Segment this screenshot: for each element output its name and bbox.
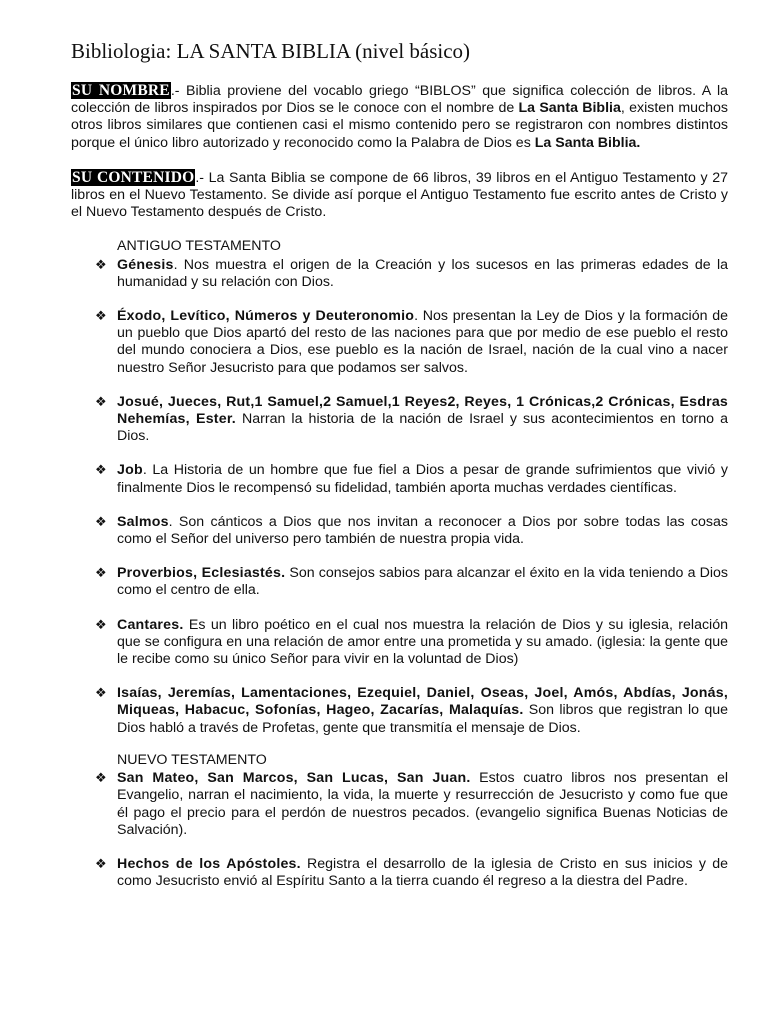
contenido-paragraph [71,169,728,222]
book-list-item [71,856,728,890]
book-names: Proverbios, Eclesiastés. [117,565,286,582]
nombre-paragraph [71,82,728,152]
book-names: Cantares. [117,616,184,633]
book-list-item [71,565,728,599]
diamond-bullet-icon: ❖ [95,463,107,479]
nombre-bold-1: La Santa Biblia [518,100,621,117]
nombre-text-2: , existen muchos otros libros similares que contienen casi el mismo contenido pero se registraron con nombres distintos porque el único libro autorizado y reconocido como la Palabra de Dios es [71,100,728,151]
nombre-bold-2: La Santa Biblia. [534,134,641,151]
book-description: . La Historia de un hombre que fue fiel a Dios a pesar de grande sufrimientos que vivió y finalmente Dios le recompensó su fidelidad, también aporta muchas verdades científicas. [117,462,728,496]
book-list-item [71,514,728,548]
nombre-label: SU NOMBRE [72,82,170,99]
book-description: Son consejos sabios para alcanzar el éxito en la vida teniendo a Dios como el centro de ella. [117,565,729,599]
contenido-label: SU CONTENIDO [72,168,195,186]
contenido-text: .- La Santa Biblia se compone de 66 libros, 39 libros en el Antiguo Testamento y 27 libros en el Nuevo Testamento. Se divide así porque el Antiguo Testamento fue escrito antes de Cristo y el Nuevo Testamento después de Cristo. [71,169,728,221]
book-names: Job [117,462,143,479]
book-list-item [71,685,728,737]
book-description: Es un libro poético en el cual nos muestra la relación de Dios y su iglesia, relación que se configura en una relación de amor entre una prometida y su amado. (iglesia: la gente que le recibe como su único Señor para vivir en la voluntad de Dios) [117,616,728,668]
nuevo-heading: NUEVO TESTAMENTO [117,751,267,768]
diamond-bullet-icon: ❖ [95,257,107,273]
diamond-bullet-icon: ❖ [95,771,107,787]
diamond-bullet-icon: ❖ [95,617,107,633]
book-list-item [71,462,728,496]
book-names: Génesis [117,256,174,273]
book-list-item [71,617,728,669]
nombre-text-1: .- Biblia proviene del vocablo griego “BIBLOS” que significa colección de libros. A la colección de libros inspirados por Dios se le conoce con el nombre de [71,83,728,117]
book-names: Josué, Jueces, Rut,1 Samuel,2 Samuel,1 Reyes2, Reyes, 1 Crónicas,2 Crónicas, Esdras Nehemías, Ester. [117,393,728,428]
diamond-bullet-icon: ❖ [95,514,107,530]
book-description: . Son cánticos a Dios que nos invitan a reconocer a Dios por sobre todas las cosas como el Señor del universo pero también de nuestra propia vida. [117,513,728,548]
diamond-bullet-icon: ❖ [95,566,107,582]
book-names: Salmos [117,513,169,530]
diamond-bullet-icon: ❖ [95,856,107,872]
book-description: Registra el desarrollo de la iglesia de Cristo en sus inicios y de como Jesucristo envió al Espíritu Santo a la tierra cuando él regreso a la diestra del Padre. [117,855,728,890]
book-description: Narran la historia de la nación de Israel y sus acontecimientos en torno a Dios. [117,411,728,445]
diamond-bullet-icon: ❖ [95,394,107,410]
book-description: . Nos muestra el origen de la Creación y los sucesos en las primeras edades de la humanidad y su relación con Dios. [117,256,728,290]
antiguo-heading: ANTIGUO TESTAMENTO [117,238,281,255]
book-list-item [71,308,728,377]
nuevo-list [71,770,728,890]
diamond-bullet-icon: ❖ [95,686,107,702]
antiguo-list [71,257,728,737]
book-list-item [71,394,728,446]
book-description: . Nos presentan la Ley de Dios y la formación de un pueblo que Dios apartó del resto de las naciones para que por medio de ese pueblo el resto del mundo conociera a Dios, ese pueblo es la nación de Israel, nación de la cual vino a nacer nuestro Señor Jesucristo para que podamos ser salvos. [117,308,728,376]
book-names: Éxodo, Levítico, Números y Deuteronomio [117,308,415,325]
diamond-bullet-icon: ❖ [95,309,107,325]
book-description: Estos cuatro libros nos presentan el Evangelio, narran el nacimiento, la vida, la muerte y resurrección de Jesucristo y como fue que él pago el precio para el perdón de nuestros pecados. (evangelio significa Buenas Noticias de Salvación). [117,770,728,838]
book-list-item [71,257,728,291]
book-names: Isaías, Jeremías, Lamentaciones, Ezequiel, Daniel, Oseas, Joel, Amós, Abdías, Jonás, Miqueas, Habacuc, Sofonías, Hageo, Zacarías, Malaquías. [117,685,728,719]
document-title: Bibliologia: LA SANTA BIBLIA (nivel básico) [71,39,471,63]
book-names: San Mateo, San Marcos, San Lucas, San Juan. [117,770,471,787]
book-description: Son libros que registran lo que Dios habló a través de Profetas, gente que transmitía el mensaje de Dios. [117,702,728,736]
book-list-item [71,770,728,839]
book-names: Hechos de los Apóstoles. [117,855,301,872]
